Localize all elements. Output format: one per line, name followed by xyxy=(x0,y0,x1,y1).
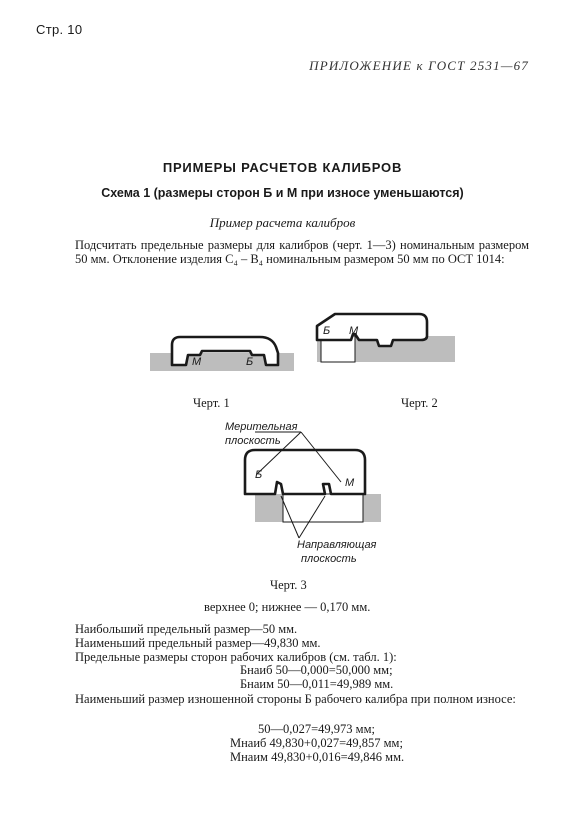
fig3-label-m: М xyxy=(345,477,355,489)
example-title: Пример расчета калибров xyxy=(209,215,356,230)
max-size-line: Наибольший предельный размер—50 мм. xyxy=(75,622,298,636)
worn-intro-paragraph: Наименьший размер изношенной стороны Б рабочего калибра при полном износе: xyxy=(75,692,516,706)
figure-3-caption: Черт. 3 xyxy=(270,578,307,592)
annex-header: ПРИЛОЖЕНИЕ к ГОСТ 2531—67 xyxy=(309,58,529,73)
measuring-plane-label-2: плоскость xyxy=(225,435,281,447)
min-size-line: Наименьший предельный размер—49,830 мм. xyxy=(75,636,321,650)
deviations-line: верхнее 0; нижнее — 0,170 мм. xyxy=(204,600,371,614)
b-max-line: Бнаиб 50—0,000=50,000 мм; xyxy=(240,663,393,677)
fig2-label-b: Б xyxy=(323,325,331,337)
page-title: ПРИМЕРЫ РАСЧЕТОВ КАЛИБРОВ xyxy=(162,160,403,175)
fig2-gauge-body xyxy=(317,314,427,346)
fig2-label-m: М xyxy=(349,325,359,337)
guiding-plane-label-1: Направляющая xyxy=(297,539,377,551)
fig1-label-b: Б xyxy=(246,356,254,368)
m-min-line: Мнаим 49,830+0,016=49,846 мм. xyxy=(230,750,405,764)
figure-2-caption: Черт. 2 xyxy=(401,396,438,410)
b-min-line: Бнаим 50—0,011=49,989 мм. xyxy=(240,677,394,691)
figure-3-drawing xyxy=(205,420,385,570)
intro-paragraph: Подсчитать предельные размеры для калибров (черт. 1—3) номинальным размером 50 мм. Отклонение изделия С₄ – В₄ номинальным размером 50 мм по ОСТ 1014: xyxy=(75,238,529,266)
figure-1-drawing xyxy=(148,325,298,387)
fig3-workpiece xyxy=(283,494,363,522)
fig1-label-m: М xyxy=(192,356,202,368)
m-max-line: Мнаиб 49,830+0,027=49,857 мм; xyxy=(230,736,403,750)
figure-1-caption: Черт. 1 xyxy=(193,396,230,410)
page-number: Стр. 10 xyxy=(36,22,83,37)
fig3-label-b: Б xyxy=(255,469,263,481)
measuring-plane-label-1: Мерительная xyxy=(225,421,298,433)
worn-value-line: 50—0,027=49,973 мм; xyxy=(258,722,375,736)
limits-intro-line: Предельные размеры сторон рабочих калибров (см. табл. 1): xyxy=(75,650,397,664)
figure-2-drawing xyxy=(313,310,463,378)
scheme-heading: Схема 1 (размеры сторон Б и М при износе уменьшаются) xyxy=(101,186,464,200)
guiding-plane-label-2: плоскость xyxy=(301,553,357,565)
